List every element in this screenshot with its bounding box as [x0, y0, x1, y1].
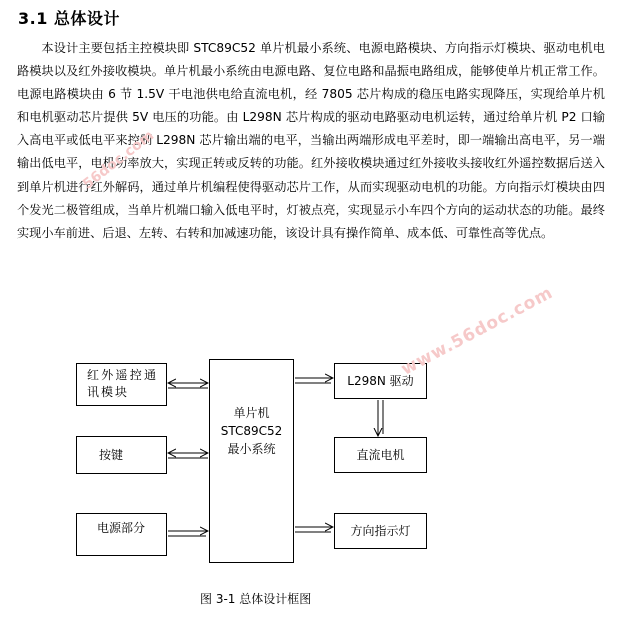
body-paragraph: 本设计主要包括主控模块即 STC89C52 单片机最小系统、电源电路模块、方向指示灯模块、驱动电机电路模块以及红外接收模块。单片机最小系统由电源电路、复位电路和晶振电路组成，能够使单片机正常工作。电源电路模块由 6 节 1.5V 干电池供电给直流电机，经 7805 芯片构成的稳压电路实现降压，实现给单片机和电机驱动芯片提供 5V 电压的功能。由 L298N 芯片构成的驱动电路驱动电机运转，通过给单片机 P2 口输入高电平或低电平来控制 L298N 芯片输出端的电平，当输出两端形成电平差时，即一端输出高电平，另一端输出低电平，电机功率放大，实现正转或反转的功能。红外接收模块通过红外接收头接收红外遥控数据后送入到单片机进行红外解码，通过单片机编程使得驱动芯片工作，从而实现驱动电机的功能。方向指示灯模块由四个发光二极管组成，当单片机端口输入低电平时，灯被点亮，实现显示小车四个方向的运动状态的功能。最终实现小车前进、后退、左转、右转和加减速功能，该设计具有操作简单、成本低、可靠性高等优点。 — [17, 41, 605, 240]
mcu-label-line2: STC89C52 — [220, 424, 283, 438]
mcu-label-line3: 最小系统 — [227, 442, 276, 456]
arrow-keys-mcu — [168, 453, 208, 458]
arrow-mcu-l298n — [295, 378, 333, 383]
mcu-label-line1: 单片机 — [233, 406, 270, 420]
section-heading: 3.1 总体设计 — [18, 9, 120, 28]
l298n-driver-box: L298N 驱动 — [334, 363, 427, 399]
direction-light-box: 方向指示灯 — [334, 513, 427, 549]
arrow-power-mcu — [168, 531, 208, 536]
ir-remote-module-box: 红外遥控通讯模块 — [76, 363, 167, 406]
watermark-left: 56doc.com — [80, 127, 158, 193]
mcu-box — [209, 359, 294, 563]
figure-caption: 图 3-1 总体设计框图 — [200, 592, 312, 606]
dc-motor-box: 直流电机 — [334, 437, 427, 473]
keys-box: 按键 — [76, 436, 167, 474]
arrow-l298n-motor — [378, 400, 383, 436]
power-box: 电源部分 — [76, 513, 167, 556]
arrow-mcu-direction — [295, 527, 333, 532]
arrow-ir-mcu — [168, 383, 208, 388]
watermark-right: www.56doc.com — [398, 282, 557, 380]
